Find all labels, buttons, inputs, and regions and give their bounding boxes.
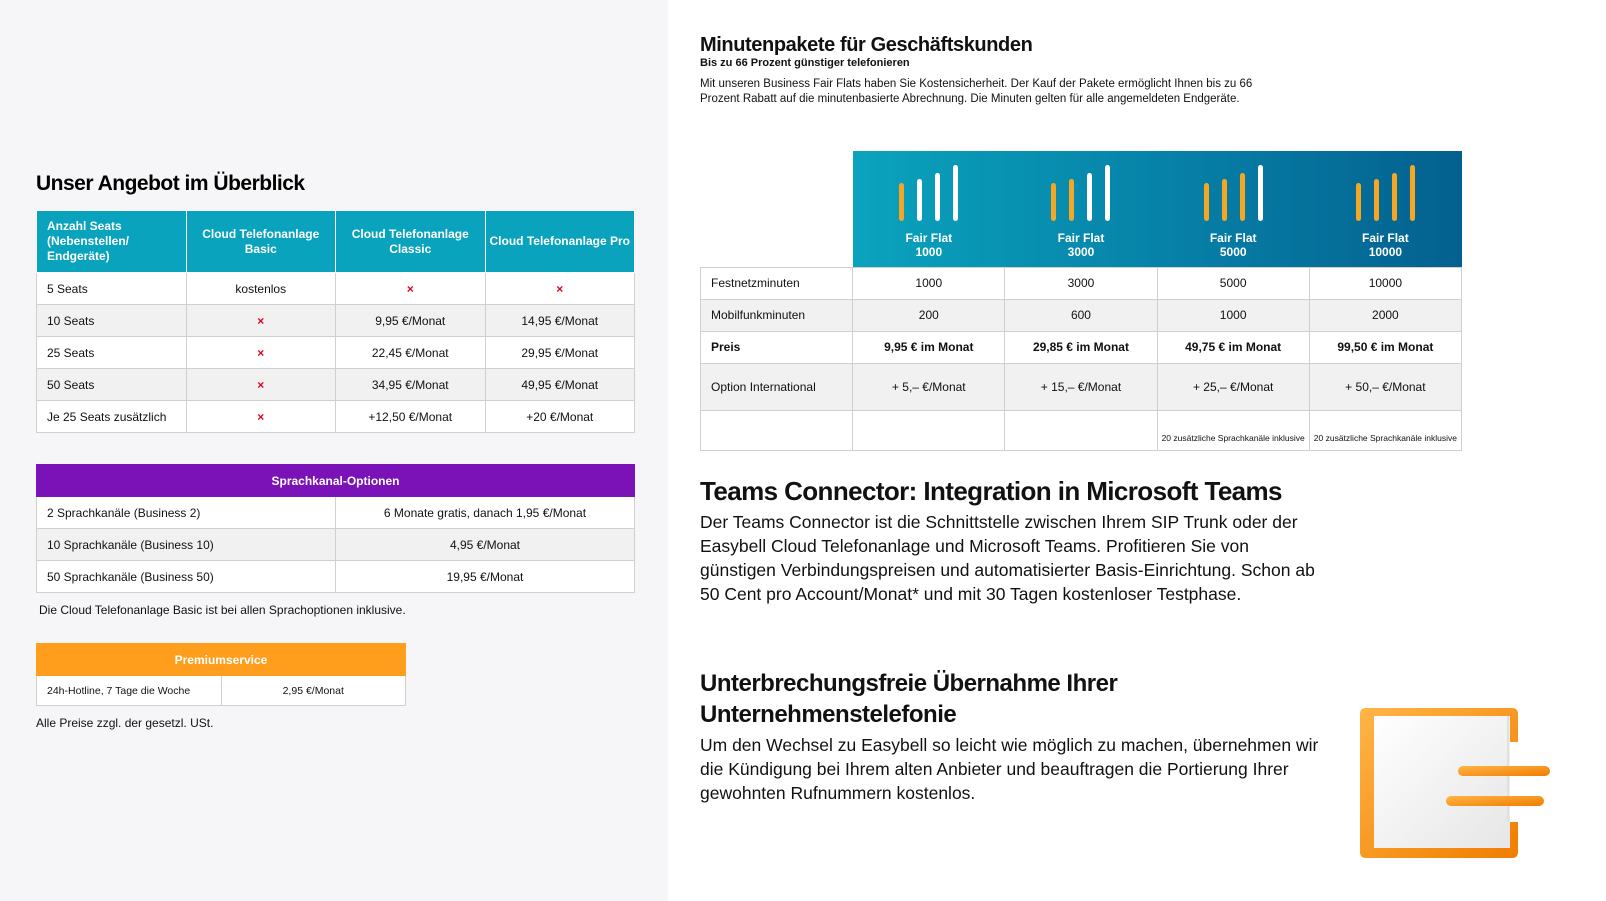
switch-text: Um den Wechsel zu Easybell so leicht wie möglich zu machen, übernehmen wir die Kündigung bei Ihrem alten Anbieter und beauftragen die Portierung Ihrer gewohnten Rufnummern kostenlos.	[700, 735, 1319, 803]
row-label: Festnetzminuten	[701, 267, 853, 299]
table-cell	[701, 410, 853, 450]
left-panel-background	[0, 0, 668, 901]
table-cell: 9,95 € im Monat	[853, 331, 1005, 363]
table-cell: + 25,– €/Monat	[1157, 363, 1309, 410]
table-row	[701, 410, 1462, 450]
offer-header-basic: Cloud Telefonanlage Basic	[186, 211, 336, 273]
table-row	[37, 401, 635, 433]
table-cell: 10 Seats	[37, 305, 187, 337]
table-cell: 49,95 €/Monat	[485, 369, 635, 401]
table-cell: kostenlos	[186, 273, 336, 305]
table-cell: 6 Monate gratis, danach 1,95 €/Monat	[336, 497, 635, 529]
plan-name: Fair Flat	[1362, 230, 1409, 245]
teams-text: Der Teams Connector ist die Schnittstelle zwischen Ihrem SIP Trunk oder der Easybell Cloud Telefonanlage und Microsoft Teams. Profitieren Sie von günstigen Verbindungspreisen und automatisierter Basis-Einrichtung. Schon ab 50 Cent pro Account/Monat* und mit 30 Tagen kostenloser Testphase.	[700, 512, 1315, 604]
table-cell: + 50,– €/Monat	[1309, 363, 1461, 410]
plan-header-band	[853, 151, 1462, 267]
premium-header: Premiumservice	[37, 644, 406, 676]
table-cell: 5 Seats	[37, 273, 187, 305]
table-cell: 2000	[1309, 299, 1461, 331]
signal-bars-icon	[1005, 163, 1157, 221]
table-cell: 20 zusätzliche Sprachkanäle inklusive	[1309, 410, 1461, 450]
plan-name: Fair Flat	[905, 230, 953, 245]
table-row	[701, 267, 1462, 299]
table-cell: 600	[1005, 299, 1157, 331]
plan-name: Fair Flat	[1209, 230, 1257, 245]
offer-header-classic: Cloud Telefonanlage Classic	[336, 211, 486, 273]
table-cell: 25 Seats	[37, 337, 187, 369]
plan-minutes: 5000	[1219, 244, 1247, 259]
table-cell: 24h-Hotline, 7 Tage die Woche	[37, 676, 222, 706]
row-label: Preis	[701, 331, 853, 363]
table-cell: + 15,– €/Monat	[1005, 363, 1157, 410]
table-cell: 50 Seats	[37, 369, 187, 401]
easybell-logo-icon	[1360, 702, 1560, 862]
plan-header	[853, 163, 1005, 267]
table-cell: 200	[853, 299, 1005, 331]
table-row	[37, 497, 635, 529]
table-cell: 29,95 €/Monat	[485, 337, 635, 369]
table-cell: + 5,– €/Monat	[853, 363, 1005, 410]
signal-bars-icon	[1309, 163, 1461, 221]
table-cell: 99,50 € im Monat	[1309, 331, 1461, 363]
x-mark-icon: ×	[186, 305, 336, 337]
plan-header	[1309, 163, 1461, 267]
table-cell: 3000	[1005, 267, 1157, 299]
price-note: Alle Preise zzgl. der gesetzl. USt.	[36, 716, 214, 730]
table-cell: 2,95 €/Monat	[221, 676, 406, 706]
row-label: Mobilfunkminuten	[701, 299, 853, 331]
table-row	[37, 337, 635, 369]
teams-heading: Teams Connector: Integration in Microsoft Teams	[700, 476, 1282, 506]
corner-cell	[701, 151, 853, 267]
switch-heading: Unterbrechungsfreie Übernahme Ihrer Unternehmenstelefonie	[700, 670, 1118, 728]
minutes-title: Minutenpakete für Geschäftskunden	[700, 34, 1033, 56]
x-mark-icon: ×	[485, 273, 635, 305]
x-mark-icon: ×	[186, 369, 336, 401]
table-row	[37, 529, 635, 561]
table-cell: 29,85 € im Monat	[1005, 331, 1157, 363]
table-cell: 9,95 €/Monat	[336, 305, 486, 337]
minutes-intro: Mit unseren Business Fair Flats haben Sie Kostensicherheit. Der Kauf der Pakete ermöglicht Ihnen bis zu 66 Prozent Rabatt auf die minutenbasierte Abrechnung. Die Minuten gelten für alle angemeldeten Endgeräte.	[700, 78, 1253, 105]
table-cell: 22,45 €/Monat	[336, 337, 486, 369]
table-row	[37, 676, 406, 706]
plan-minutes: 10000	[1368, 244, 1403, 259]
table-row	[37, 369, 635, 401]
plan-header	[1157, 163, 1309, 267]
signal-bars-icon	[1157, 163, 1309, 221]
table-cell: 50 Sprachkanäle (Business 50)	[37, 561, 336, 593]
plan-minutes: 3000	[1067, 244, 1095, 259]
table-cell: 34,95 €/Monat	[336, 369, 486, 401]
table-cell: 1000	[1157, 299, 1309, 331]
x-mark-icon: ×	[336, 273, 486, 305]
table-row	[37, 305, 635, 337]
fair-flat-table	[700, 151, 1462, 451]
table-cell: 49,75 € im Monat	[1157, 331, 1309, 363]
table-cell: 2 Sprachkanäle (Business 2)	[37, 497, 336, 529]
offer-table	[36, 210, 635, 433]
table-cell: +20 €/Monat	[485, 401, 635, 433]
voice-options-table	[36, 464, 635, 593]
table-cell	[1005, 410, 1157, 450]
voice-options-header: Sprachkanal-Optionen	[37, 465, 635, 497]
table-cell: Je 25 Seats zusätzlich	[37, 401, 187, 433]
x-mark-icon: ×	[186, 337, 336, 369]
row-label: Option International	[701, 363, 853, 410]
x-mark-icon: ×	[186, 401, 336, 433]
plan-name: Fair Flat	[1057, 230, 1105, 245]
table-row	[701, 299, 1462, 331]
table-cell: 4,95 €/Monat	[336, 529, 635, 561]
table-cell: 10000	[1309, 267, 1461, 299]
offer-header-pro: Cloud Telefonanlage Pro	[485, 211, 635, 273]
plan-minutes: 1000	[915, 244, 943, 259]
table-row	[701, 363, 1462, 410]
voice-note: Die Cloud Telefonanlage Basic ist bei allen Sprachoptionen inklusive.	[39, 603, 406, 617]
table-row	[37, 561, 635, 593]
offer-title: Unser Angebot im Überblick	[36, 172, 305, 195]
table-cell: 1000	[853, 267, 1005, 299]
table-cell: 20 zusätzliche Sprachkanäle inklusive	[1157, 410, 1309, 450]
plan-header	[1005, 163, 1157, 267]
signal-bars-icon	[853, 163, 1005, 221]
table-cell: 5000	[1157, 267, 1309, 299]
minutes-subtitle: Bis zu 66 Prozent günstiger telefonieren	[700, 57, 910, 69]
offer-header-seats: Anzahl Seats (Nebenstellen/ Endgeräte)	[37, 211, 187, 273]
premium-table	[36, 643, 406, 706]
table-cell: 14,95 €/Monat	[485, 305, 635, 337]
table-row	[701, 331, 1462, 363]
table-cell	[853, 410, 1005, 450]
table-cell: 10 Sprachkanäle (Business 10)	[37, 529, 336, 561]
table-row	[37, 273, 635, 305]
table-cell: 19,95 €/Monat	[336, 561, 635, 593]
table-cell: +12,50 €/Monat	[336, 401, 486, 433]
